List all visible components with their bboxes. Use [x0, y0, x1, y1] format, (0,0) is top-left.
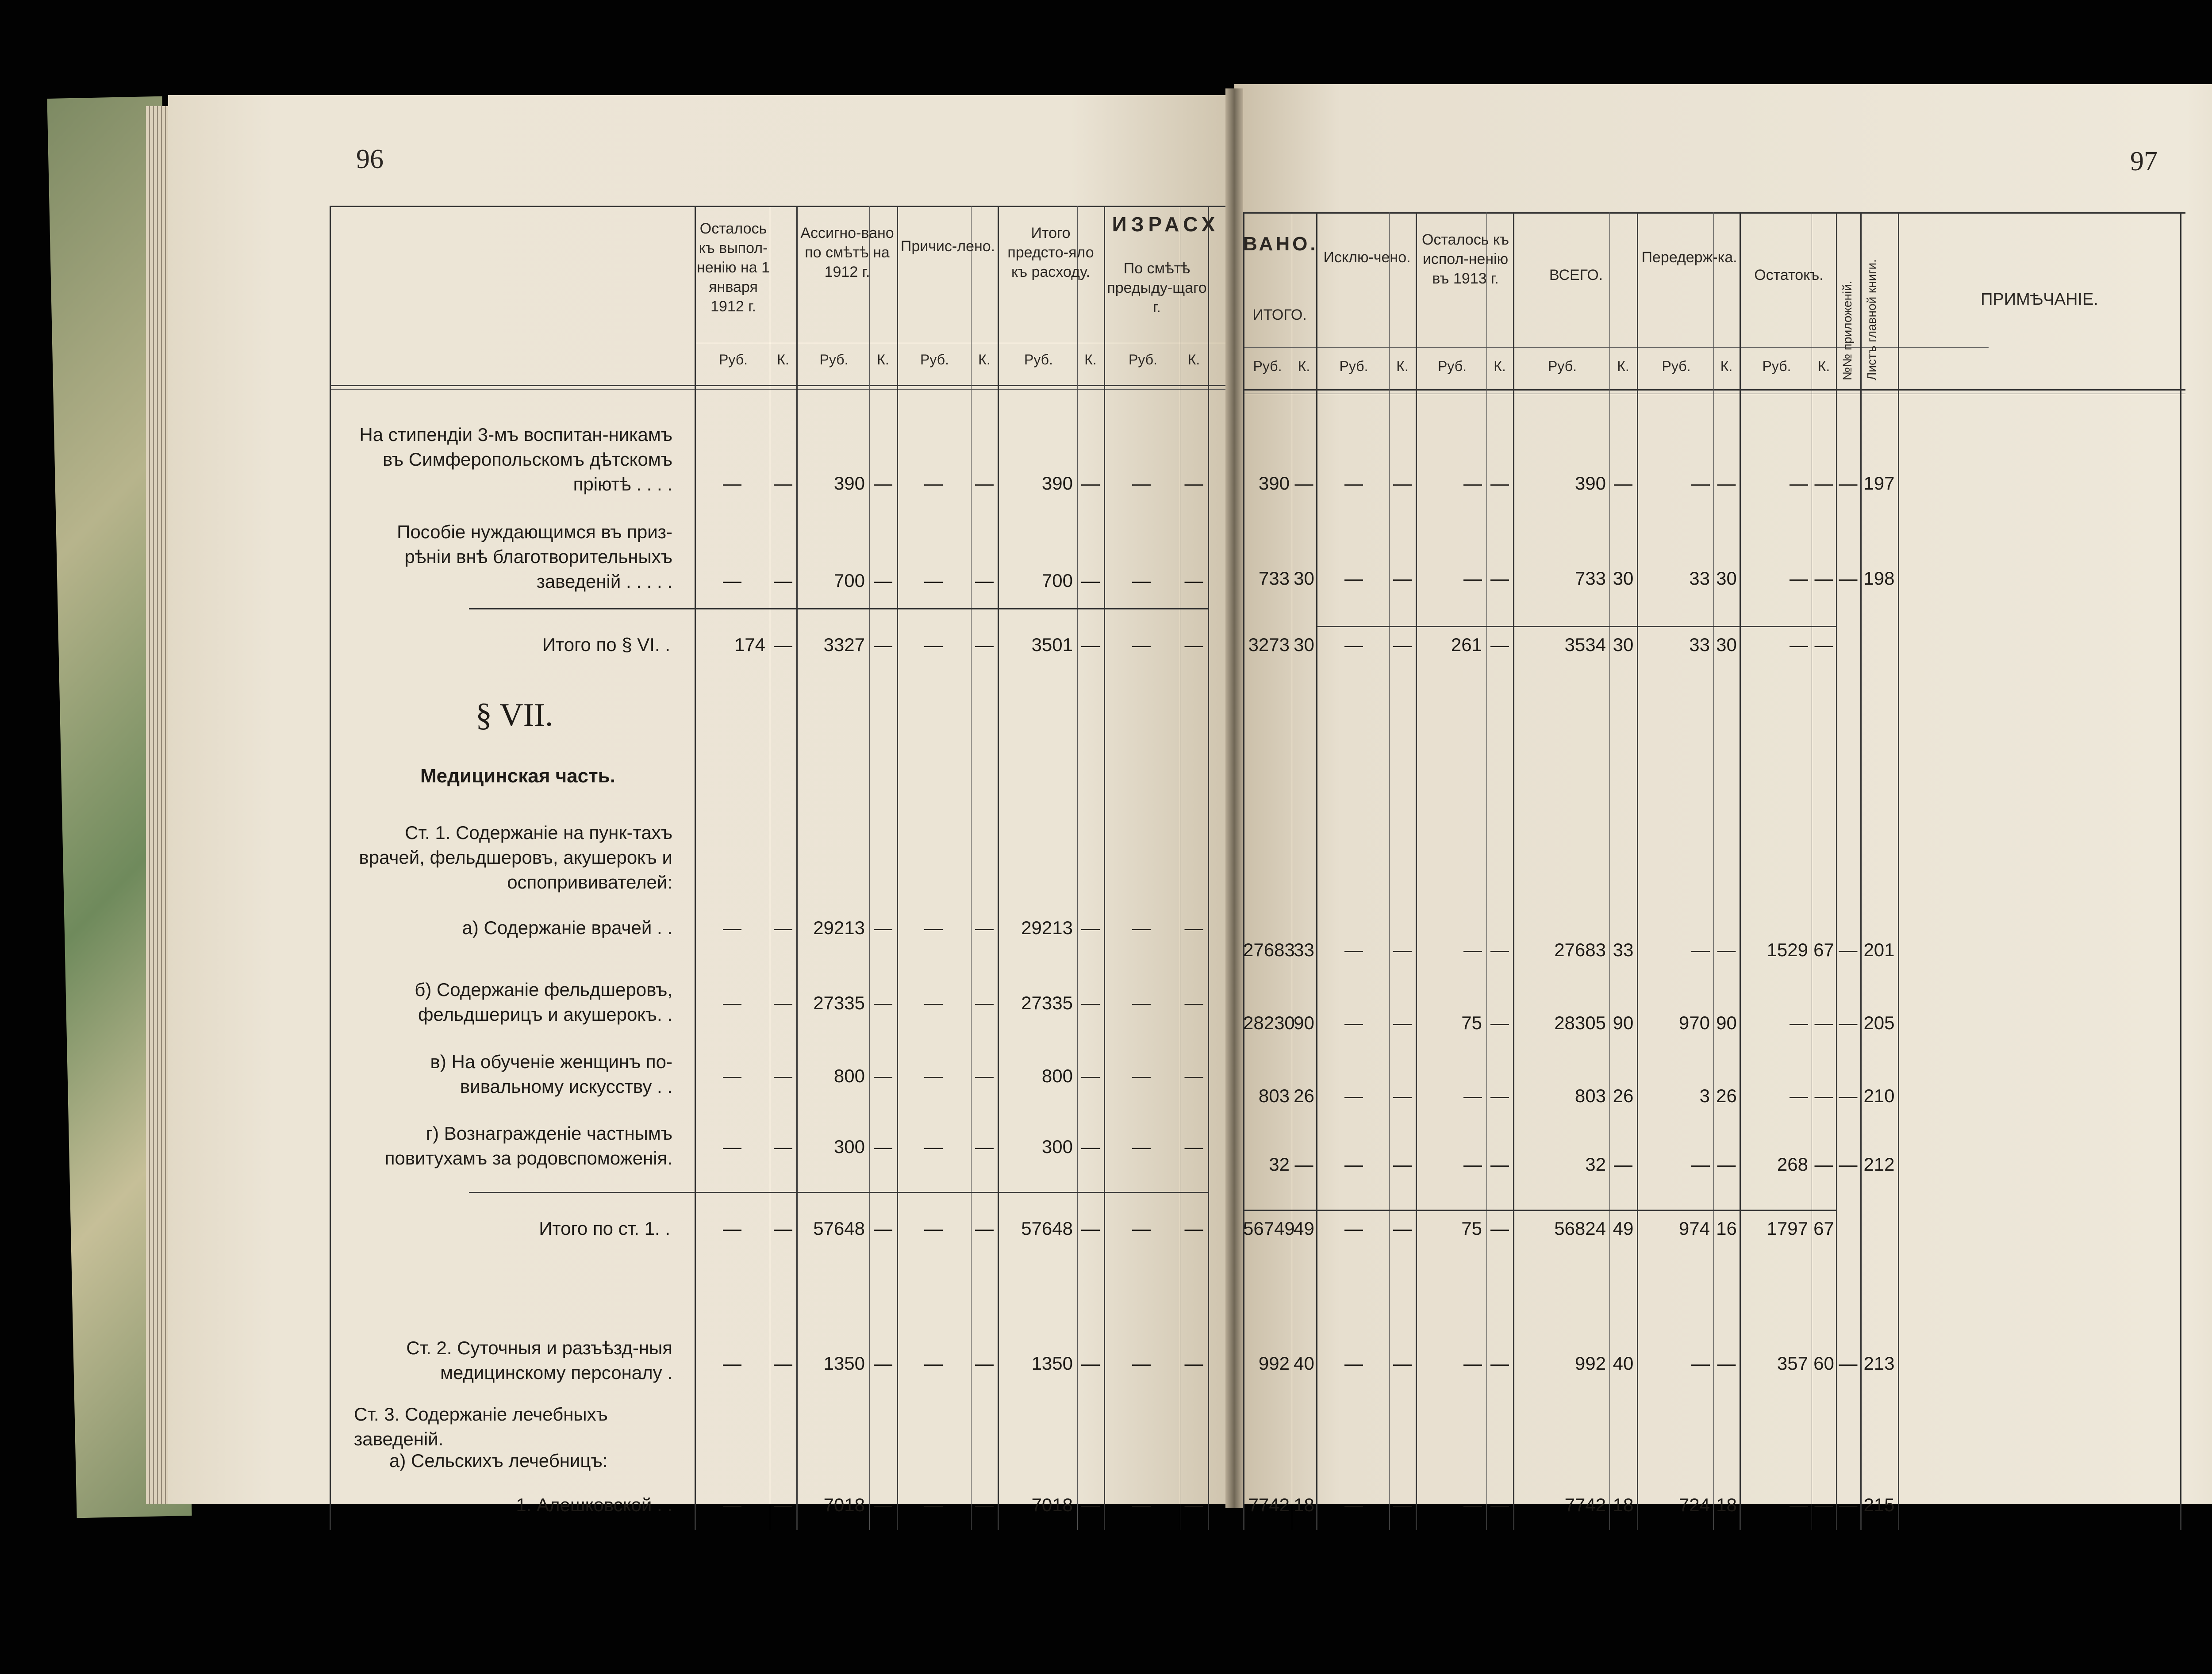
- unit-kop: К.: [877, 352, 889, 368]
- col-header-total-planned: Итого предсто-яло къ расходу.: [1007, 225, 1094, 280]
- col-header-prev-estimate: По смѣтѣ предыду-щаго г.: [1107, 260, 1207, 316]
- section-mark-vii: § VII.: [476, 697, 553, 733]
- unit-rub: Руб.: [819, 352, 849, 368]
- col-header-all: ВСЕГО.: [1549, 267, 1603, 283]
- section-title-medical: Медицинская часть.: [420, 765, 615, 787]
- subtotal-rule: [469, 608, 1208, 609]
- unit-rub: Руб.: [1024, 352, 1053, 368]
- col-header-spent-tail: ВАНО.: [1243, 233, 1318, 255]
- col-header-remaining-1913: Осталось къ испол-ненію въ 1913 г.: [1422, 231, 1509, 287]
- unit-rub: Руб.: [920, 352, 949, 368]
- col-header-excluded: Исклю-чено.: [1323, 249, 1411, 266]
- page-number-right: 97: [2130, 146, 2158, 176]
- unit-kop: К.: [1084, 352, 1097, 368]
- subtotal-rule: [469, 1192, 1208, 1193]
- page-number-left: 96: [356, 144, 384, 174]
- col-header-balance: Остатокъ.: [1754, 267, 1824, 283]
- unit-kop: К.: [1720, 358, 1733, 374]
- row-label-private-midwives: г) Вознагражденіе частнымъ повитухамъ за родовспоможенія.: [384, 1123, 672, 1168]
- col-header-note: ПРИМѢЧАНІЕ.: [1981, 290, 2098, 309]
- unit-rub: Руб.: [1253, 358, 1282, 374]
- row-label-art1: Ст. 1. Содержаніе на пунк-тахъ врачей, фельдшеровъ, акушерокъ и оспопрививателей:: [359, 822, 672, 893]
- row-label-travel-allowances: Ст. 2. Суточныя и разъѣзд-ныя медицинскому персоналу .: [406, 1337, 672, 1383]
- unit-rub: Руб.: [719, 352, 748, 368]
- row-label-art3: Ст. 3. Содержаніе лечебныхъ заведеній.: [354, 1404, 608, 1449]
- row-label-feldshers: б) Содержаніе фельдшеровъ, фельдшерицъ и акушерокъ. .: [415, 979, 672, 1025]
- unit-kop: К.: [1817, 358, 1830, 374]
- col-header-total: ИТОГО.: [1252, 306, 1307, 323]
- col-header-remaining-1912: Осталось къ выпол-ненію на 1 января 1912 г.: [697, 220, 770, 315]
- col-header-overspent: Передерж-ка.: [1641, 249, 1737, 266]
- col-header-ledger: Листъ главной книги.: [1865, 259, 1878, 380]
- left-ledger-table: Осталось къ выпол-ненію на 1 января 1912 г. Ассигно-вано по смѣтѣ на 1912 г. Причис-лено. Итого предсто-яло къ расходу. ИЗРАСХ По смѣтѣ предыду-щаго г. Руб. К. Руб. К. Руб. К. Руб. К. Руб. К. На стипендіи 3-мъ воспитан-никамъ въ Симферопольскомъ дѣтскомъ пріютѣ . . . . Пособіе нуждающимся въ приз-рѣніи внѣ благотворительныхъ заведеній . . . . . Итого по § VI. . § VII. Медицинская часть. Ст. 1. Содержаніе на пунк-тахъ врачей, фельдшеровъ, акушерокъ и оспопрививателей: а) Содержаніе врачей . . б) Содержаніе фельдшеровъ, фельдшерицъ и акушерокъ. . в) На обученіе женщинъ по-вивальному искусству . . г) Вознагражденіе частнымъ повитухамъ за родовспоможенія. Итого по ст. 1. . Ст. 2. Суточныя и разъѣзд-ныя медицинскому персоналу . Ст. 3. Содержаніе лечебныхъ заведеній. а) Сельскихъ лечебницъ: 1. Алешковской . . — — 390 — — — 390 — — — — — 700 — — — 700 — — — 174 — 3327 — — — 3501 — — — — — 29213 — — — 29213 — — — — — 27335 — — — 27335 — — — — — 800 — — — 800 — — — — — 300 — — — 300 — — — — — 57648 — — — 57648 — — — — — 1350 — — — 1350 — — — — — 7018 — — — 7018 — — —: [330, 206, 1225, 1530]
- unit-kop: К.: [1396, 358, 1409, 374]
- row-label-doctors: а) Содержаніе врачей . .: [462, 917, 672, 938]
- unit-kop: К.: [1187, 352, 1200, 368]
- col-header-assigned-1912: Ассигно-вано по смѣтѣ на 1912 г.: [800, 225, 894, 280]
- row-label-aleshki: 1. Алешковской . .: [516, 1494, 672, 1515]
- unit-rub: Руб.: [1129, 352, 1157, 368]
- unit-rub: Руб.: [1548, 358, 1577, 374]
- row-label-rural-clinics: а) Сельскихъ лечебницъ:: [389, 1450, 608, 1471]
- unit-kop: К.: [1298, 358, 1310, 374]
- unit-kop: К.: [1617, 358, 1629, 374]
- row-label-midwifery-training: в) На обученіе женщинъ по-вивальному искусству . .: [430, 1051, 672, 1097]
- unit-rub: Руб.: [1762, 358, 1791, 374]
- col-header-spent-group: ИЗРАСХ: [1112, 213, 1220, 236]
- right-ledger-table: ВАНО. ИТОГО. Исклю-чено. Осталось къ испол-ненію въ 1913 г. ВСЕГО. Передерж-ка. Остатокъ. №№ приложеній. Листъ главной книги. ПРИМѢЧАНІЕ. Руб. К. Руб. К. Руб. К. Руб. К. Руб. К. Руб. К. 390 — — — — — 390 — — — — — — 197 733 30 — — — — 733 30 33 30 — — — 198 3273 30 — — 261 — 3534 30 33 30 — — 27683 33 — — — — 27683 33 — — 1529 67 — 201 28230 90 — — 75 — 28305 90 970 90 — — — 205 803 26 — — — — 803 26 3 26 — — — 210 32 — — — — — 32 — — — 268 — — 212 56749 49 — — 75 — 56824 49 974 16 1797 67 992 40 — — — — 992 40 — — 357 60 — 213 7742 18 — — — — 7742 18 724 18 — — — 215: [1243, 212, 2185, 1530]
- unit-rub: Руб.: [1438, 358, 1467, 374]
- unit-kop: К.: [1494, 358, 1506, 374]
- col-header-added: Причис-лено.: [900, 238, 995, 255]
- col-header-appendix: №№ приложеній.: [1840, 280, 1854, 380]
- unit-rub: Руб.: [1339, 358, 1368, 374]
- subtotal-rule: [1316, 626, 1836, 627]
- row-label-stipend: На стипендіи 3-мъ воспитан-никамъ въ Симферопольскомъ дѣтскомъ пріютѣ . . . .: [359, 424, 672, 494]
- book-gutter: [1225, 88, 1243, 1508]
- unit-rub: Руб.: [1662, 358, 1691, 374]
- row-label-total-art1: Итого по ст. 1. .: [539, 1218, 670, 1239]
- row-label-allowance: Пособіе нуждающимся въ приз-рѣніи внѣ благотворительныхъ заведеній . . . . .: [397, 521, 672, 592]
- unit-kop: К.: [978, 352, 991, 368]
- row-label-total-vi: Итого по § VI. .: [542, 634, 670, 655]
- unit-kop: К.: [777, 352, 789, 368]
- subtotal-rule: [1243, 1210, 1836, 1211]
